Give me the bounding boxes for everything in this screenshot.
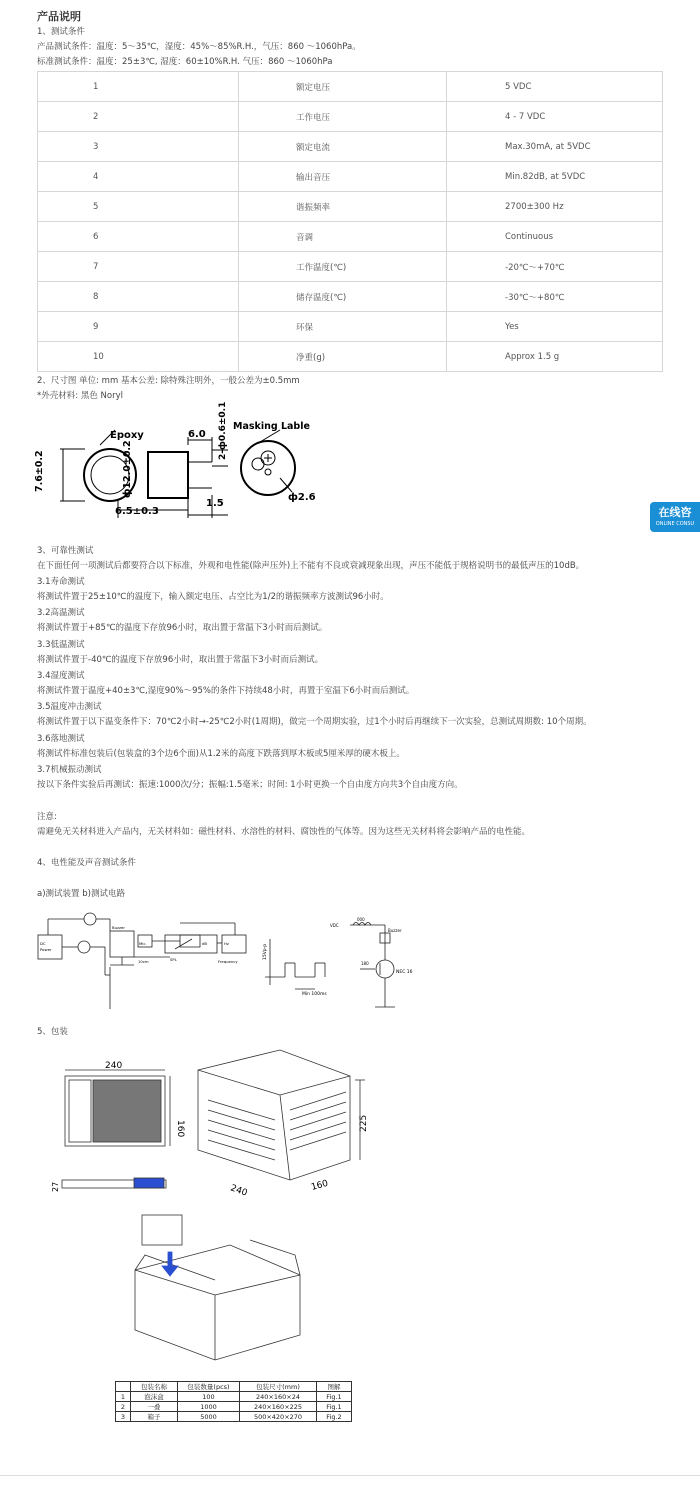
spec-row bbox=[38, 252, 663, 282]
spec-cell-item: 额定电压 bbox=[239, 72, 447, 102]
spec-cell-value: -20℃～+70℃ bbox=[447, 252, 663, 282]
spec-cell-no: 5 bbox=[38, 192, 239, 222]
spec-cell-item: 额定电流 bbox=[239, 132, 447, 162]
pack-cell: 240×160×24 bbox=[240, 1392, 317, 1402]
spec-cell-value: Yes bbox=[447, 312, 663, 342]
section3-title: 3、可靠性测试 bbox=[37, 546, 94, 556]
test-item-body: 将测试件置于25±10℃的温度下，输入额定电压、占空比为1/2的谐振频率方波测试96小时。 bbox=[37, 592, 389, 602]
label-dia-2-6: ф2.6 bbox=[288, 492, 316, 503]
pack-cell: 100 bbox=[178, 1392, 240, 1402]
online-consult-label: 在线咨 bbox=[658, 506, 692, 519]
spec-cell-no: 10 bbox=[38, 342, 239, 372]
spec-row bbox=[38, 222, 663, 252]
spec-cell-no: 3 bbox=[38, 132, 239, 162]
spec-cell-item: 环保 bbox=[239, 312, 447, 342]
spec-row bbox=[38, 162, 663, 192]
test-circuit-diagram bbox=[30, 905, 420, 1010]
spec-cell-no: 6 bbox=[38, 222, 239, 252]
section1-title: 1、测试条件 bbox=[37, 27, 85, 37]
section1-line1: 产品测试条件：温度：5～35℃，湿度：45%～85%R.H.，气压：860 ～1060hPa。 bbox=[37, 42, 361, 52]
circuit-15v: 15Vp-p bbox=[263, 943, 268, 960]
circuit-res1: 000 bbox=[357, 917, 365, 922]
label-pin-dia: 2-ф0.6±0.1 bbox=[218, 401, 228, 460]
spec-cell-no: 8 bbox=[38, 282, 239, 312]
spec-row bbox=[38, 282, 663, 312]
section4-title: 4、电性能及声音测试条件 bbox=[37, 858, 136, 868]
pack-cell: 240×160×225 bbox=[240, 1402, 317, 1412]
spec-cell-no: 2 bbox=[38, 102, 239, 132]
circuit-buzzer: Buzzer bbox=[112, 925, 125, 930]
footer-divider bbox=[0, 1475, 700, 1476]
circuit-min100: Min 100ms bbox=[302, 992, 327, 997]
box-width: 240 bbox=[228, 1183, 249, 1199]
spec-cell-value: 2700±300 Hz bbox=[447, 192, 663, 222]
online-consult-sub: ONLINE CONSU bbox=[655, 521, 695, 527]
online-consult-button[interactable] bbox=[650, 502, 700, 532]
pack-cell: 泡沫盒 bbox=[131, 1392, 178, 1402]
test-item-body: 将测试件置于温度+40±3℃,湿度90%～95%的条件下持续48小时，再置于室温下6小时而后测试。 bbox=[37, 685, 415, 696]
pack-header-cell: 图解 bbox=[317, 1382, 352, 1392]
circuit-spl: SPL bbox=[170, 957, 177, 962]
pack-row bbox=[116, 1402, 352, 1412]
test-item-title: 3.6落地测试 bbox=[37, 733, 85, 744]
notice-title: 注意: bbox=[37, 812, 57, 822]
pack-header-cell: 包装名称 bbox=[131, 1382, 178, 1392]
label-epoxy: Epoxy bbox=[110, 430, 144, 441]
tray-width: 240 bbox=[105, 1061, 123, 1071]
section4-subtitle: a)测试装置 b)测试电路 bbox=[37, 889, 125, 899]
tray-thickness: 27 bbox=[51, 1181, 60, 1192]
section5-title: 5、包装 bbox=[37, 1027, 68, 1037]
test-item-title: 3.1寿命测试 bbox=[37, 577, 85, 587]
section1-line2: 标准测试条件：温度：25±3℃, 湿度：60±10%R.H. 气压：860 ～1060hPa bbox=[37, 57, 333, 67]
spec-cell-item: 音调 bbox=[239, 222, 447, 252]
spec-row bbox=[38, 72, 663, 102]
test-item-body: 将测试件置于+85℃的温度下存放96小时，取出置于常温下3小时而后测试。 bbox=[37, 623, 328, 634]
test-item-title: 3.3低温测试 bbox=[37, 639, 85, 650]
spec-cell-no: 9 bbox=[38, 312, 239, 342]
spec-row bbox=[38, 132, 663, 162]
spec-cell-value: 5 VDC bbox=[447, 72, 663, 102]
test-item-body: 将测试件标准包装后(包装盒的3个边6个面)从1.2米的高度下跌落到厚木板或5厘米厚的硬木板上。 bbox=[37, 748, 405, 759]
pack-cell: 1000 bbox=[178, 1402, 240, 1412]
spec-cell-no: 7 bbox=[38, 252, 239, 282]
test-item-body: 按以下条件实验后再测试：振速:1000次/分；振幅:1.5毫米；时间: 1小时更换一个自由度方向共3个自由度方向。 bbox=[37, 779, 463, 790]
spec-cell-value: 4 - 7 VDC bbox=[447, 102, 663, 132]
circuit-buzzer2: Buzzer bbox=[388, 928, 402, 933]
section3-intro: 在下面任何一项测试后都要符合以下标准，外观和电性能(除声压外)上不能有不良或衰减现象出现，声压不能低于规格说明书的最低声压的10dB。 bbox=[37, 561, 585, 571]
spec-row bbox=[38, 192, 663, 222]
packaging-drawing bbox=[50, 1040, 380, 1375]
spec-cell-value: -30℃～+80℃ bbox=[447, 282, 663, 312]
circuit-hz: Hz bbox=[224, 941, 229, 946]
spec-cell-value: Min.82dB, at 5VDC bbox=[447, 162, 663, 192]
pack-header-row bbox=[116, 1382, 352, 1392]
test-item-title: 3.7机械振动测试 bbox=[37, 764, 102, 775]
pack-cell: 一叠 bbox=[131, 1402, 178, 1412]
circuit-res2: 180 bbox=[361, 961, 369, 966]
packaging-table bbox=[115, 1381, 352, 1422]
dimension-drawing bbox=[30, 400, 330, 525]
pack-header-cell bbox=[116, 1382, 131, 1392]
circuit-dc: DC bbox=[40, 941, 46, 946]
label-dia-12: ф12.0±0.2 bbox=[122, 440, 133, 498]
pack-cell: 500×420×270 bbox=[240, 1412, 317, 1422]
section2-title: 2、尺寸图 单位: mm 基本公差: 除特殊注明外，一般公差为±0.5mm bbox=[37, 376, 300, 386]
pack-cell: 2 bbox=[116, 1402, 131, 1412]
spec-cell-value: Approx 1.5 g bbox=[447, 342, 663, 372]
pack-cell: Fig.2 bbox=[317, 1412, 352, 1422]
spec-row bbox=[38, 312, 663, 342]
box-depth: 160 bbox=[310, 1178, 330, 1193]
circuit-distance: 10cm bbox=[138, 959, 149, 964]
pack-row bbox=[116, 1392, 352, 1402]
buzzer-rear-outline bbox=[241, 441, 295, 495]
spec-table bbox=[37, 71, 663, 372]
test-item-body: 将测试件置于以下温变条件下：70℃2小时→-25℃2小时(1周期)，做完一个周期实验，过1个小时后再继续下一次实验，总测试周期数: 10个周期。 bbox=[37, 717, 592, 728]
test-item-title: 3.2高温测试 bbox=[37, 608, 85, 619]
label-6-5: 6.5±0.3 bbox=[115, 506, 159, 517]
spec-cell-no: 4 bbox=[38, 162, 239, 192]
pack-cell: Fig.1 bbox=[317, 1402, 352, 1412]
spec-cell-item: 净重(g) bbox=[239, 342, 447, 372]
pack-row bbox=[116, 1412, 352, 1422]
page-title: 产品说明 bbox=[37, 10, 81, 23]
spec-cell-no: 1 bbox=[38, 72, 239, 102]
circuit-mic: Mic. bbox=[139, 941, 147, 946]
spec-cell-value: Max.30mA, at 5VDC bbox=[447, 132, 663, 162]
pack-cell: Fig.1 bbox=[317, 1392, 352, 1402]
pack-cell: 5000 bbox=[178, 1412, 240, 1422]
spec-cell-item: 工作电压 bbox=[239, 102, 447, 132]
spec-cell-value: Continuous bbox=[447, 222, 663, 252]
pack-header-cell: 包装数量(pcs) bbox=[178, 1382, 240, 1392]
circuit-power: Power bbox=[40, 947, 52, 952]
box-height: 225 bbox=[359, 1114, 369, 1132]
circuit-nec: NEC 16 bbox=[396, 970, 413, 975]
section2-material: *外壳材料: 黑色 Noryl bbox=[37, 391, 123, 401]
label-7-6: 7.6±0.2 bbox=[34, 450, 45, 492]
tray-height: 160 bbox=[175, 1120, 185, 1138]
test-item-body: 将测试件置于-40℃的温度下存放96小时，取出置于常温下3小时而后测试。 bbox=[37, 654, 324, 665]
circuit-db: dB bbox=[202, 941, 208, 946]
label-1-5: 1.5 bbox=[206, 498, 224, 509]
spec-cell-item: 输出音压 bbox=[239, 162, 447, 192]
notice-body: 需避免无关材料进入产品内，无关材料如：磁性材料、水溶性的材料、腐蚀性的气体等。因为这些无关材料将会影响产品的电性能。 bbox=[37, 827, 531, 837]
spec-row bbox=[38, 342, 663, 372]
label-masking: Masking Lable bbox=[233, 421, 310, 432]
test-item-title: 3.4湿度测试 bbox=[37, 670, 85, 681]
pack-cell: 3 bbox=[116, 1412, 131, 1422]
spec-cell-item: 储存温度(℃) bbox=[239, 282, 447, 312]
circuit-frequency: Frequency bbox=[218, 959, 238, 964]
buzzer-side-body bbox=[148, 452, 188, 498]
circuit-vdc: VDC bbox=[330, 923, 339, 928]
label-6-0: 6.0 bbox=[188, 429, 206, 440]
spec-cell-item: 谐振频率 bbox=[239, 192, 447, 222]
spec-cell-item: 工作温度(℃) bbox=[239, 252, 447, 282]
pack-header-cell: 包装尺寸(mm) bbox=[240, 1382, 317, 1392]
pack-cell: 箱子 bbox=[131, 1412, 178, 1422]
pack-cell: 1 bbox=[116, 1392, 131, 1402]
test-item-title: 3.5温度冲击测试 bbox=[37, 702, 102, 713]
spec-row bbox=[38, 102, 663, 132]
